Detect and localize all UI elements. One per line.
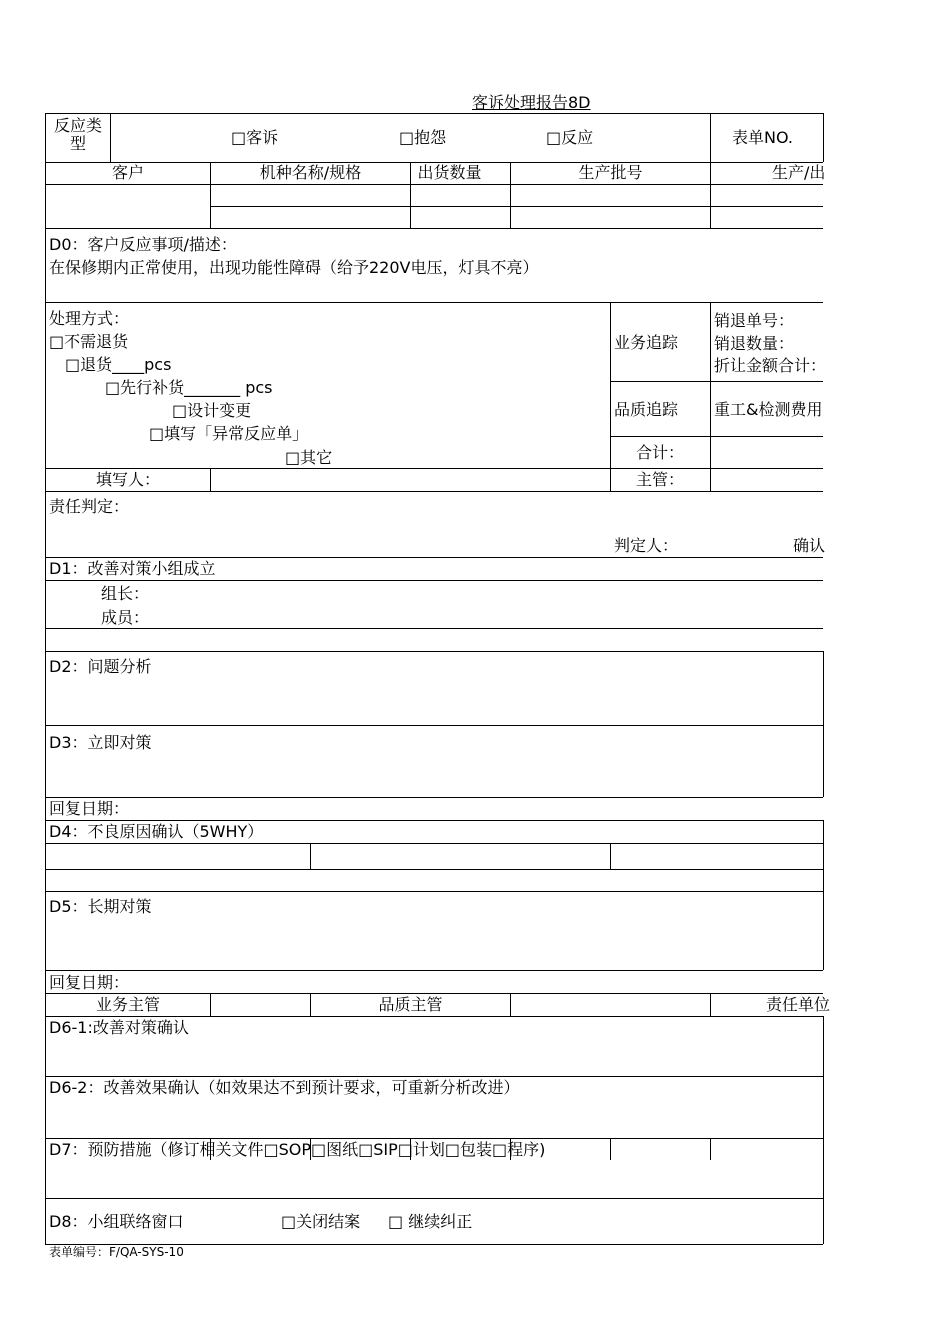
grid-line xyxy=(823,820,824,970)
grid-line xyxy=(710,993,711,1016)
responsibility-label: 责任判定： xyxy=(49,497,130,516)
grid-line xyxy=(45,184,823,185)
grid-line xyxy=(45,557,823,558)
grid-line xyxy=(45,468,823,469)
supervisor-label: 主管： xyxy=(635,470,684,489)
grid-line xyxy=(110,113,111,162)
option-grumble-checkbox[interactable]: □抱怨 xyxy=(399,128,447,147)
grid-line xyxy=(45,869,823,870)
advance-replace-checkbox[interactable]: □先行补货_______ pcs xyxy=(105,378,273,397)
grid-line xyxy=(45,651,823,652)
grid-line xyxy=(45,843,823,844)
grid-line xyxy=(823,1016,824,1244)
grid-line xyxy=(45,993,823,994)
handling-label: 处理方式： xyxy=(49,309,130,328)
col-customer-header: 客户 xyxy=(111,163,144,182)
grid-line xyxy=(45,113,823,114)
d6-1-label: D6-1:改善对策确认 xyxy=(49,1018,189,1037)
d3-label: D3：立即对策 xyxy=(49,733,152,752)
grid-line xyxy=(45,1076,823,1077)
grid-line xyxy=(45,1138,823,1139)
d0-description: 在保修期内正常使用，出现功能性障碍（给予220V电压，灯具不亮） xyxy=(49,258,539,277)
discount-total-label: 折让金额合计： xyxy=(714,356,827,375)
form-code: 表单编号：F/QA-SYS-10 xyxy=(49,1245,184,1259)
grid-line xyxy=(45,797,823,798)
reaction-type-label xyxy=(46,117,110,154)
grid-line xyxy=(45,228,823,229)
grid-line xyxy=(210,993,211,1016)
confirm-label: 确认 xyxy=(793,536,826,555)
d1-label: D1：改善对策小组成立 xyxy=(49,559,216,578)
grid-line xyxy=(45,820,823,821)
biz-supervisor-label: 业务主管 xyxy=(95,995,160,1014)
d4-label: D4：不良原因确认（5WHY） xyxy=(49,822,264,841)
filler-label: 填写人： xyxy=(95,470,160,489)
fill-report-checkbox[interactable]: □填写「异常反应单」 xyxy=(149,424,309,443)
no-return-checkbox[interactable]: □不需退货 xyxy=(49,332,129,351)
grid-line xyxy=(610,843,611,869)
rework-fee-label: 重工&检测费用 xyxy=(714,400,823,419)
grid-line xyxy=(823,651,824,797)
grid-line xyxy=(45,1016,823,1017)
reply-date-label: 回复日期： xyxy=(49,799,130,818)
grid-line xyxy=(610,436,823,437)
quality-track-label: 品质追踪 xyxy=(614,400,679,419)
close-case-checkbox[interactable]: □关闭结案 xyxy=(281,1212,361,1231)
grid-line xyxy=(710,302,711,491)
col-ship-qty-header: 出货数量 xyxy=(417,163,482,182)
grid-line xyxy=(45,628,823,629)
return-goods-checkbox[interactable]: □退货____pcs xyxy=(65,355,172,374)
grid-line xyxy=(510,993,511,1016)
grid-line xyxy=(45,1198,823,1199)
biz-track-label: 业务追踪 xyxy=(614,333,679,352)
grid-line xyxy=(710,113,711,162)
col-model-spec-header: 机种名称/规格 xyxy=(259,163,362,182)
reaction-type-label-line1: 反应类 xyxy=(53,116,102,135)
d0-label: D0：客户反应事项/描述： xyxy=(49,235,237,254)
grid-line xyxy=(610,381,823,382)
col-prod-date-header: 生产/出 xyxy=(772,163,826,182)
grid-line xyxy=(310,843,311,869)
grid-line xyxy=(45,891,823,892)
form-no-label: 表单NO. xyxy=(732,128,794,147)
d8-label: D8：小组联络窗口 xyxy=(49,1212,184,1231)
grid-line xyxy=(210,206,823,207)
d5-label: D5：长期对策 xyxy=(49,897,152,916)
design-change-checkbox[interactable]: □设计变更 xyxy=(172,401,252,420)
reply-date-label: 回复日期： xyxy=(49,973,130,992)
grid-line xyxy=(610,1138,611,1160)
page-title: 客诉处理报告8D xyxy=(472,93,591,112)
sales-return-no-label: 销退单号： xyxy=(714,311,795,330)
other-checkbox[interactable]: □其它 xyxy=(285,448,333,467)
sales-return-qty-label: 销退数量： xyxy=(714,334,795,353)
d7-label: D7：预防措施（修订相关文件□SOP□图纸□SIP□计划□包装□程序) xyxy=(49,1140,546,1159)
team-members-label: 成员： xyxy=(101,608,150,627)
grid-line xyxy=(210,468,211,491)
team-leader-label: 组长： xyxy=(101,584,150,603)
grid-line xyxy=(45,113,46,1244)
grid-line xyxy=(710,1138,711,1160)
grid-line xyxy=(710,162,711,228)
grid-line xyxy=(823,113,824,162)
grid-line xyxy=(45,580,823,581)
quality-supervisor-label: 品质主管 xyxy=(378,995,443,1014)
option-complaint-checkbox[interactable]: □客诉 xyxy=(231,128,279,147)
d2-label: D2：问题分析 xyxy=(49,657,152,676)
grid-line xyxy=(45,725,823,726)
grid-line xyxy=(45,302,823,303)
d6-2-label: D6-2：改善效果确认（如效果达不到预计要求，可重新分析改进） xyxy=(49,1078,520,1097)
grid-line xyxy=(45,491,823,492)
reaction-type-label-line2: 型 xyxy=(69,134,86,154)
total-label: 合计： xyxy=(635,443,684,462)
col-batch-no-header: 生产批号 xyxy=(578,163,643,182)
grid-line xyxy=(45,970,823,971)
grid-line xyxy=(610,302,611,491)
continue-fix-checkbox[interactable]: □ 继续纠正 xyxy=(388,1212,473,1231)
option-reaction-checkbox[interactable]: □反应 xyxy=(546,128,594,147)
judge-label: 判定人： xyxy=(614,536,679,555)
responsible-unit-label: 责任单位 xyxy=(766,995,831,1014)
